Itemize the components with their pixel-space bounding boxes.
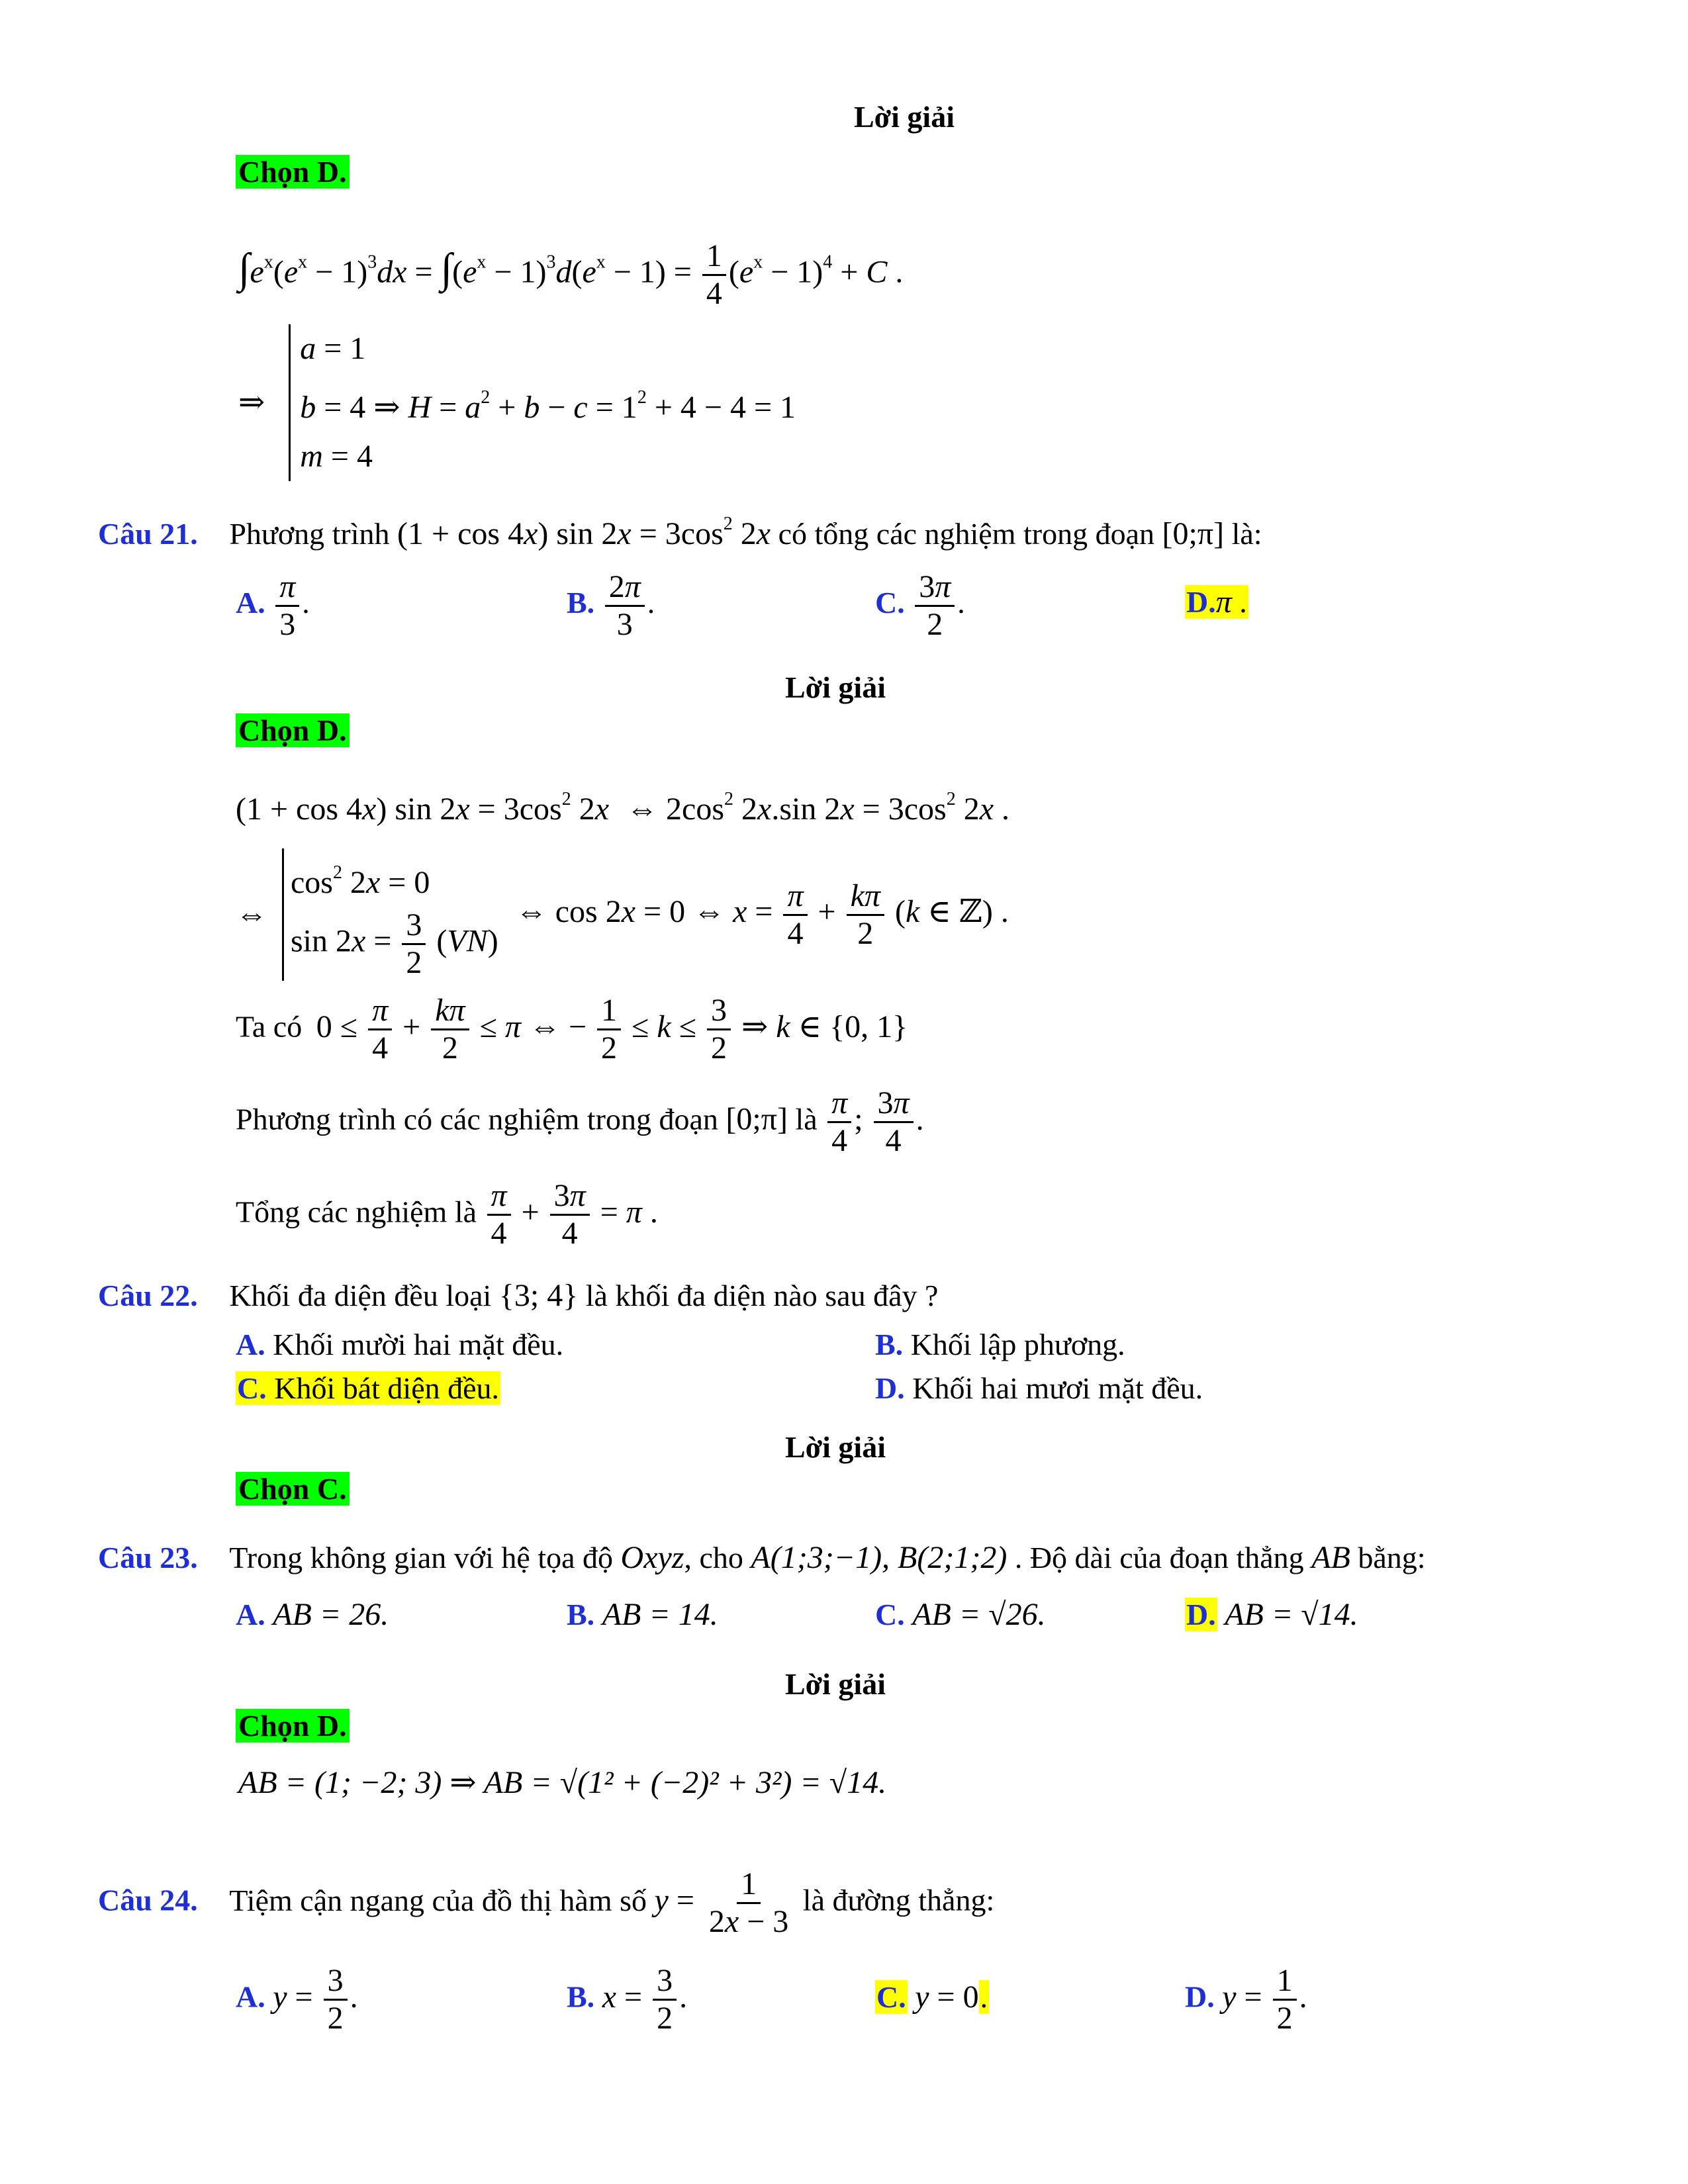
option-d[interactable]: D. Khối hai mươi mặt đều. [875, 1371, 1203, 1405]
option-b[interactable]: B. $\frac{2\pi}{3}$ . [567, 569, 655, 642]
chosen-answer: Chọn C. [236, 1471, 350, 1508]
solution-title: Lời giải [785, 670, 886, 704]
question-24: Câu 24. Tiệm cận ngang của đồ thị hàm số y = $\frac{1}{2x - 3}$ là đường thẳng: [98, 1866, 995, 1939]
option-c[interactable]: C. y = 0. [876, 1979, 988, 2015]
solution-cases: ⇔ $\cos^2 2x = 0$ sin 2x = $\frac{3}{2}$ (VN) ⇔ cos 2x = 0 ⇔ x = $\frac{\pi}{4}$ + $\frac{k\pi}{2}$ (k ∈ ℤ) . [236, 848, 1009, 981]
integral-formula: $\int e^x(e^x - 1)^3dx = \int(e^x - 1)^3d(e^x - 1)$ = $\frac{1}{4}$ $(e^x - 1)^4 + C$ . [238, 238, 904, 311]
option-a[interactable]: A. AB = 26. [236, 1597, 389, 1632]
system-block: ⇒ a = 1 b = 4 ⇒ $H = a^2 + b - c = 1^2 + 4 - 4 = 1$ m = 4 [238, 324, 796, 481]
option-b[interactable]: B. Khối lập phương. [875, 1328, 1125, 1361]
question-22: Câu 22. Khối đa diện đều loại {3; 4} là khối đa diện nào sau đây ? [98, 1278, 939, 1313]
option-c[interactable]: C. AB = √26. [875, 1597, 1046, 1632]
question-21: Câu 21. Phương trình (1 + cos 4x) $\sin 2x = 3\cos^2$ 2x có tổng các nghiệm trong đoạn [0;π] là: [98, 514, 1262, 551]
question-label: Câu 24. [98, 1883, 198, 1917]
question-label: Câu 22. [98, 1279, 198, 1312]
option-b[interactable]: B. x = $\frac{3}{2}$ . [567, 1963, 688, 2036]
option-a[interactable]: A. y = $\frac{3}{2}$ . [236, 1963, 358, 2036]
roots-line: Phương trình có các nghiệm trong đoạn [0;π] là $\frac{\pi}{4}$ ; $\frac{3\pi}{4}$ . [236, 1085, 924, 1158]
sum-line: Tổng các nghiệm là $\frac{\pi}{4}$ + $\frac{3\pi}{4}$ = π . [236, 1178, 658, 1251]
option-d[interactable]: D. AB = √14. [1186, 1597, 1358, 1632]
chosen-answer: Chọn D. [236, 154, 350, 191]
option-a[interactable]: A. $\frac{\pi}{3}$ . [236, 569, 310, 642]
question-label: Câu 23. [98, 1541, 198, 1574]
solution-line: AB = (1; −2; 3) ⇒ AB = √(1² + (−2)² + 3²) = √14. [238, 1765, 887, 1800]
solution-title: Lời giải [785, 1430, 886, 1464]
option-b[interactable]: B. AB = 14. [567, 1597, 718, 1632]
question-label: Câu 21. [98, 517, 198, 551]
chosen-answer: Chọn D. [236, 712, 350, 749]
option-c[interactable]: C. $\frac{3\pi}{2}$ . [875, 569, 965, 642]
solution-title: Lời giải [785, 1667, 886, 1701]
solution-title: Lời giải [854, 100, 955, 134]
option-c[interactable]: C. Khối bát diện đều. [237, 1371, 500, 1405]
option-d[interactable]: D.π . [1186, 584, 1247, 619]
option-a[interactable]: A. Khối mười hai mặt đều. [236, 1328, 564, 1361]
solution-line-1: (1 + cos 4x) $\sin 2x = 3\cos^2$ 2x ⇔ $2\cos^2$ 2x.sin $2x = 3\cos^2$ 2x . [236, 789, 1010, 827]
chosen-answer: Chọn D. [236, 1707, 350, 1745]
question-23: Câu 23. Trong không gian với hệ tọa độ Oxyz, cho A(1;3;−1), B(2;1;2) . Độ dài của đoạn thẳng AB bằng: [98, 1540, 1426, 1575]
taco-line: Ta có 0 ≤ $\frac{\pi}{4}$ + $\frac{k\pi}{2}$ ≤ π ⇔ − $\frac{1}{2}$ ≤ k ≤ $\frac{3}{2}$ ⇒ k ∈ {0, 1} [236, 993, 908, 1066]
option-d[interactable]: D. y = $\frac{1}{2}$ . [1185, 1963, 1307, 2036]
